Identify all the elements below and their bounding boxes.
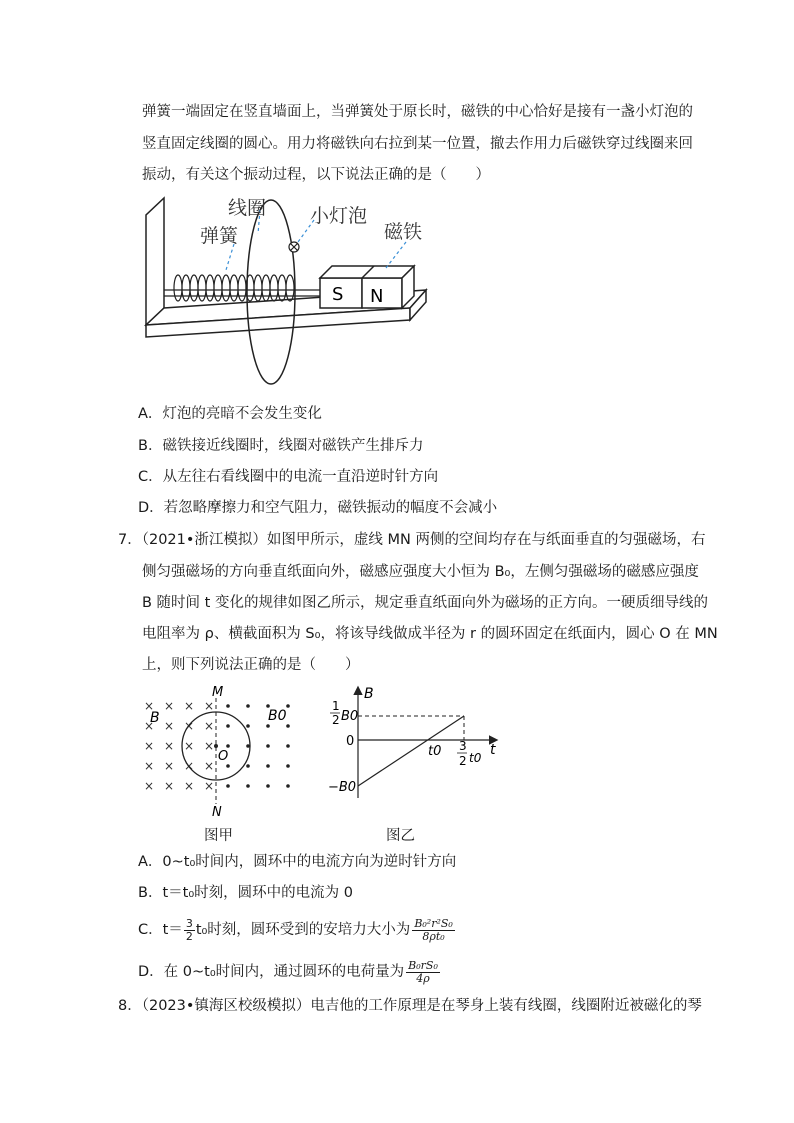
fig-a: [136, 680, 306, 820]
dot-mark: [246, 724, 250, 728]
cross-mark: ×: [184, 759, 195, 773]
label-o: O: [218, 749, 229, 764]
cross-mark: ×: [184, 739, 195, 753]
b-t-line: [358, 716, 464, 786]
q6-line-1: 弹簧一端固定在竖直墙面上，当弹簧处于原长时，磁铁的中心恰好是接有一盏小灯泡的: [142, 104, 693, 120]
caption-a: 图甲: [204, 828, 233, 844]
q6-line-2: 竖直固定线圈的圆心。用力将磁铁向右拉到某一位置，撤去作用力后磁铁穿过线圈来回: [142, 136, 693, 152]
q7-line-1: 7．（2021•浙江模拟）如图甲所示，虚线 MN 两侧的空间均存在与纸面垂直的匀强磁场，右: [118, 532, 706, 548]
dot-mark: [246, 744, 250, 748]
dot-mark: [226, 784, 230, 788]
caption-b: 图乙: [386, 828, 415, 844]
dot-mark: [266, 784, 270, 788]
q8-line-1: 8．（2023•镇海区校级模拟）电吉他的工作原理是在琴身上装有线圈，线圈附近被磁化的琴: [118, 998, 702, 1014]
cross-mark: ×: [144, 719, 155, 733]
cross-mark: ×: [184, 779, 195, 793]
dot-mark: [246, 764, 250, 768]
label-b: B: [150, 710, 160, 726]
t0-tick-2: t0: [469, 751, 482, 765]
two-den: 2: [459, 754, 467, 768]
q6-line-3: 振动，有关这个振动过程，以下说法正确的是（ ）: [142, 167, 490, 183]
cross-mark: ×: [164, 779, 175, 793]
cross-mark: ×: [144, 759, 155, 773]
dot-mark: [286, 724, 290, 728]
dot-mark: [266, 764, 270, 768]
three-num: 3: [459, 739, 467, 753]
dot-mark: [266, 724, 270, 728]
label-b0: B0: [268, 708, 287, 724]
dot-mark: [266, 744, 270, 748]
fraction-three-halves: $\frac{3}{2}$: [185, 916, 193, 943]
cross-mark: ×: [184, 699, 195, 713]
cross-mark: ×: [204, 759, 215, 773]
half-den: 2: [332, 713, 340, 727]
q7-option-d: D．在 0~t₀时间内，通过圆环的电荷量为 $\frac{\text{B₀rS₀}}{4\rho}$: [138, 958, 438, 985]
dot-mark: [246, 784, 250, 788]
cross-mark: ×: [164, 699, 175, 713]
q6-option-d: D．若忽略摩擦力和空气阻力，磁铁振动的幅度不会减小: [138, 500, 498, 516]
q7-line-3: B 随时间 t 变化的规律如图乙所示，规定垂直纸面向外为磁场的正方向。一硬质细导线的: [142, 595, 708, 611]
cross-mark: ×: [164, 719, 175, 733]
label-bulb: 小灯泡: [310, 205, 368, 227]
q7-option-a: A．0~t₀时间内，圆环中的电流方向为逆时针方向: [138, 854, 457, 870]
pole-n: N: [370, 286, 384, 307]
cross-mark: ×: [204, 719, 215, 733]
q7-option-b: B．t＝t₀时刻，圆环中的电流为 0: [138, 885, 353, 901]
pole-s: S: [332, 284, 344, 305]
label-n: N: [212, 805, 222, 820]
dot-mark: [246, 704, 250, 708]
dot-mark: [226, 724, 230, 728]
cross-mark: ×: [164, 739, 175, 753]
fig-b: [318, 680, 508, 820]
dot-mark: [286, 744, 290, 748]
t0-tick: t0: [428, 744, 442, 759]
q6-option-a: A．灯泡的亮暗不会发生变化: [138, 406, 322, 422]
cross-mark: ×: [144, 739, 155, 753]
label-spring: 弹簧: [200, 225, 239, 247]
cross-mark: ×: [204, 739, 215, 753]
q7-option-c: C．t＝ $\frac{3}{2}$ t₀时刻，圆环受到的安培力大小为 $\frac{\text{B₀²r²S₀}}{\text{8ρt₀}}$: [138, 916, 453, 943]
wall: [146, 198, 164, 325]
label-m: M: [212, 685, 224, 700]
q7-line-5: 上，则下列说法正确的是（ ）: [142, 657, 360, 673]
axis-b-label: B: [364, 686, 374, 702]
cross-mark: ×: [184, 719, 195, 733]
q7-line-2: 侧匀强磁场的方向垂直纸面向外，磁感应强度大小恒为 B₀，左侧匀强磁场的磁感应强度: [142, 564, 699, 580]
cross-mark: ×: [204, 699, 215, 713]
dot-mark: [226, 764, 230, 768]
neg-b0-tick: −B0: [328, 780, 357, 795]
dot-mark: [286, 764, 290, 768]
cross-mark: ×: [204, 779, 215, 793]
bulb-icon: [289, 242, 299, 252]
b0-tick: B0: [341, 709, 359, 724]
cross-mark: ×: [144, 779, 155, 793]
label-magnet: 磁铁: [384, 221, 423, 243]
q6-option-b: B．磁铁接近线圈时，线圈对磁铁产生排斥力: [138, 438, 424, 454]
dot-mark: [226, 704, 230, 708]
axis-t-label: t: [490, 742, 496, 758]
cross-mark: ×: [144, 699, 155, 713]
magnet: [320, 266, 414, 308]
force-fraction: $\frac{\text{B₀²r²S₀}}{\text{8ρt₀}}$: [414, 916, 453, 943]
dot-mark: [286, 704, 290, 708]
spring: [174, 275, 294, 301]
label-coil: 线圈: [228, 197, 267, 219]
charge-fraction: $\frac{\text{B₀rS₀}}{4\rho}$: [408, 958, 438, 985]
cross-mark: ×: [164, 759, 175, 773]
q6-figure: [140, 190, 440, 400]
dot-mark: [286, 784, 290, 788]
q7-line-4: 电阻率为 ρ、横截面积为 S₀，将该导线做成半径为 r 的圆环固定在纸面内，圆心 O 在 MN: [142, 626, 718, 642]
half-num: 1: [332, 699, 340, 713]
dot-mark: [226, 744, 230, 748]
q6-option-c: C．从左往右看线圈中的电流一直沿逆时针方向: [138, 469, 439, 485]
zero-tick: 0: [346, 734, 355, 749]
